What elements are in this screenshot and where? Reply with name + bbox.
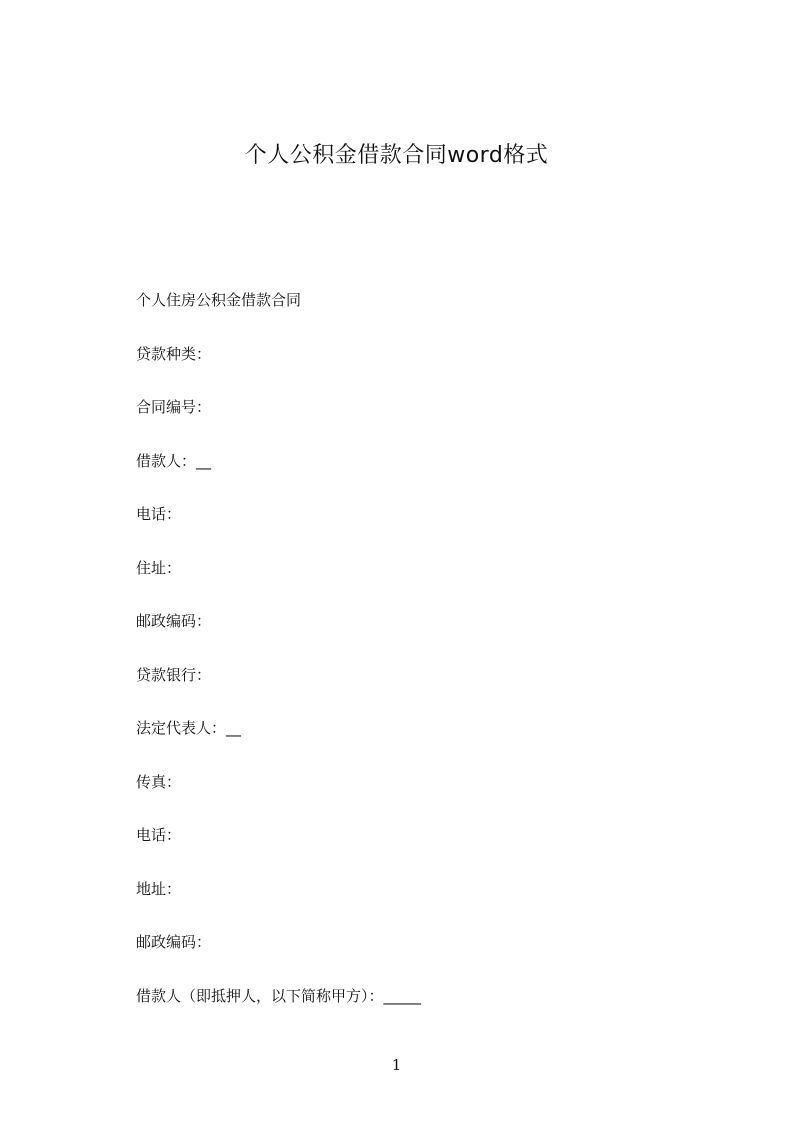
document-title: 个人公积金借款合同word格式 [244,143,549,168]
field-borrower: 借款人：__ [136,451,212,470]
field-borrower-address: 住址： [136,558,182,577]
page-number: 1 [391,1056,402,1074]
field-bank-postcode: 邮政编码： [136,933,212,951]
field-contract-number: 合同编号： [136,398,212,416]
contract-heading: 个人住房公积金借款合同 [136,291,302,309]
document-body [136,288,696,1037]
field-party-a: 借款人（即抵押人，以下简称甲方）：_____ [136,986,422,1005]
field-borrower-postcode: 邮政编码： [136,612,212,630]
field-lending-bank: 贷款银行： [136,665,212,684]
field-bank-fax: 传真： [136,772,182,791]
field-legal-representative: 法定代表人：__ [136,719,242,737]
field-bank-phone: 电话： [136,826,182,844]
field-borrower-phone: 电话： [136,505,182,523]
field-bank-address: 地址： [136,879,182,898]
field-loan-type: 贷款种类： [136,344,212,363]
